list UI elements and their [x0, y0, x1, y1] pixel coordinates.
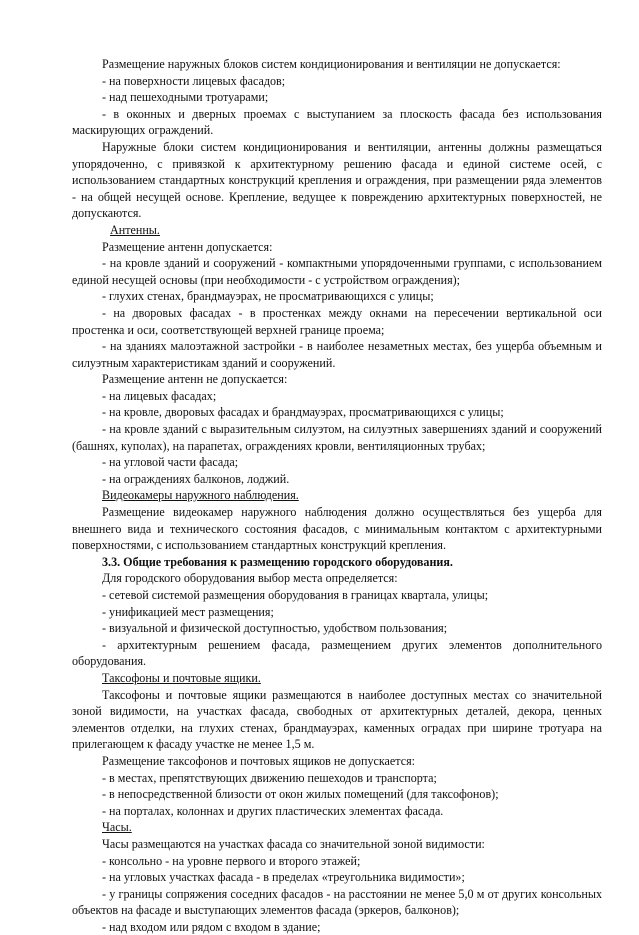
list-item: - на зданиях малоэтажной застройки - в наиболее незаметных местах, без ущерба объемным и силуэтным характеристикам зданий и сооружений.: [72, 339, 602, 370]
section-title: 3.3. Общие требования к размещению городского оборудования.: [102, 554, 453, 569]
list-item: - в непосредственной близости от окон жилых помещений (для таксофонов);: [102, 787, 499, 802]
heading-cameras: Видеокамеры наружного наблюдения.: [102, 488, 299, 503]
list-item: - на лицевых фасадах;: [102, 388, 217, 403]
list-item: - сетевой системой размещения оборудования в границах квартала, улицы;: [102, 588, 489, 602]
paragraph: Таксофоны и почтовые ящики размещаются в наиболее доступных местах со значительной зоной видимости, на участках фасада, свободных от архитектурных деталей, декора, ценных элементов отделки, на глухих стенах, брандмауэрах, каменных оградах при ширине тротуара на прилегающем к фасаду участке не менее 1,5 м.: [72, 687, 602, 752]
heading-antennas: Антенны.: [110, 222, 160, 237]
list-item: - визуальной и физической доступностью, удобством пользования;: [102, 621, 448, 636]
list-item: - на угловых участках фасада - в пределах «треугольника видимости»;: [102, 870, 465, 885]
section-heading: [72, 487, 602, 504]
paragraph: Размещение антенн не допускается:: [102, 372, 288, 387]
list-item: - в оконных и дверных проемах с выступанием за плоскость фасада без использования маскирующих ограждений.: [72, 106, 602, 138]
paragraph: Для городского оборудования выбор места определяется:: [102, 571, 398, 586]
paragraph: Размещение антенн допускается:: [102, 239, 273, 254]
heading-payphones: Таксофоны и почтовые ящики.: [102, 670, 261, 685]
list-item: - у границы сопряжения соседних фасадов - на расстоянии не менее 5,0 м от других консольных объектов на фасаде и выступающих элементов фасада (эркеров, балконов);: [72, 886, 602, 918]
list-item: - консольно - на уровне первого и второго этажей;: [102, 853, 361, 868]
list-item: - глухих стенах, брандмауэрах, не просматривающихся с улицы;: [102, 289, 434, 304]
paragraph: Размещение таксофонов и почтовых ящиков не допускается:: [102, 753, 416, 768]
section-heading: [72, 222, 602, 239]
document-page: [72, 56, 602, 935]
paragraph: Размещение наружных блоков систем кондиционирования и вентиляции не допускается:: [102, 57, 561, 71]
list-item: - унификацией мест размещения;: [102, 604, 274, 619]
list-item: - на ограждениях балконов, лоджий.: [102, 471, 290, 486]
list-item: - в местах, препятствующих движению пешеходов и транспорта;: [102, 770, 437, 785]
list-item: - на поверхности лицевых фасадов;: [102, 73, 286, 88]
paragraph: Размещение видеокамер наружного наблюдения должно осуществляться без ущерба для внешнего вида и технического состояния фасадов, с минимальным контактом с архитектурными поверхностями, с использованием стандартных конструкций крепления.: [72, 505, 602, 553]
list-item: - над пешеходными тротуарами;: [102, 90, 269, 105]
list-item: - на кровле, дворовых фасадах и брандмауэрах, просматривающихся с улицы;: [102, 405, 504, 420]
list-item: - на дворовых фасадах - в простенках между окнами на пересечении вертикальной оси простенка и оси, соответствующей верхней границе проема;: [72, 305, 602, 337]
section-heading: [72, 670, 602, 687]
list-item: - на угловой части фасада;: [102, 455, 239, 470]
heading-clocks: Часы.: [102, 820, 132, 835]
list-item: - на кровле зданий и сооружений - компактными упорядоченными группами, с использованием единой несущей основы (при необходимости - с устройством ограждения);: [72, 256, 602, 287]
paragraph: Часы размещаются на участках фасада со значительной зоной видимости:: [102, 836, 485, 851]
list-item: - на порталах, колоннах и других пластических элементах фасада.: [102, 803, 444, 818]
list-item: - над входом или рядом с входом в здание;: [102, 919, 321, 934]
list-item: - архитектурным решением фасада, размещением других элементов дополнительного оборудования.: [72, 637, 602, 669]
paragraph: Наружные блоки систем кондиционирования и вентиляции, антенны должны размещаться упорядоченно, с привязкой к архитектурному решению фасада и единой системе осей, с использованием стандартных конструкций крепления и ограждения, при размещении ряда элементов - на общей несущей основе. Крепление, ведущее к повреждению архитектурных поверхностей, не допускаются.: [72, 139, 602, 221]
list-item: - на кровле зданий с выразительным силуэтом, на силуэтных завершениях зданий и сооружений (башнях, куполах), на парапетах, ограждениях кровли, вентиляционных трубах;: [72, 422, 602, 453]
section-heading: [72, 819, 602, 836]
